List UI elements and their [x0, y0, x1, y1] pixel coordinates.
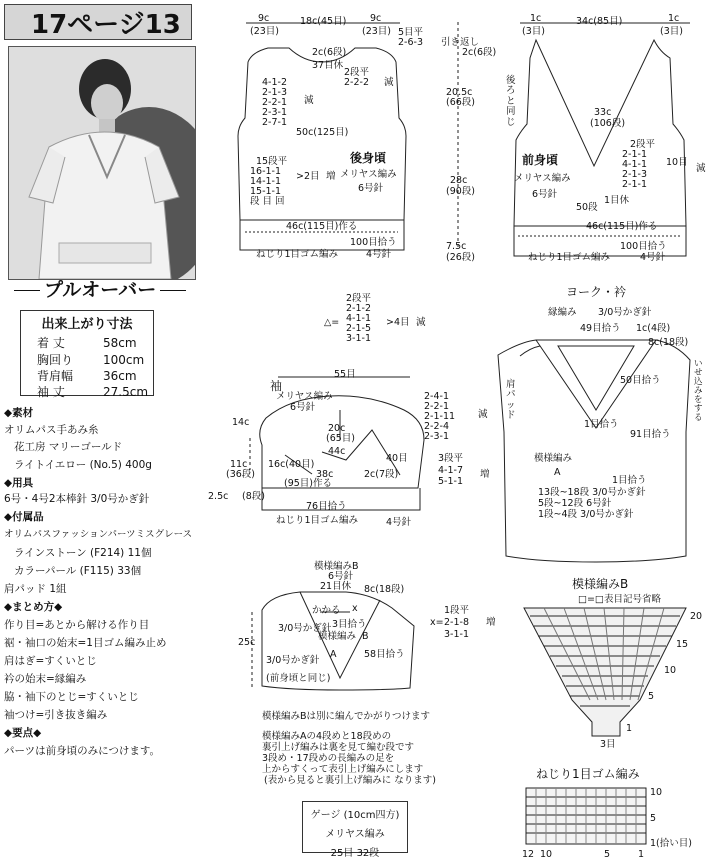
front-rib-needle: 4号針 [640, 252, 666, 263]
pattern-b-note: 模様編みBは別に編んでかがりつけます [262, 711, 431, 722]
sleeve-inc-rule: 5-1-1 [438, 476, 463, 487]
back-neck-dec-label: 減 [384, 77, 394, 88]
pattern-b-x: x [352, 603, 358, 614]
yoke-rows: 1段~4段 3/0号かぎ針 [538, 509, 634, 520]
rib-row-label: 10 [650, 787, 663, 798]
rib-chart-grid [526, 788, 646, 844]
sleeve-cap-width: 20c [328, 423, 346, 434]
pattern-b-corner: 8c(18段) [364, 584, 405, 595]
back-side-inc: 増 [326, 171, 336, 182]
back-h2-rows: (90段) [446, 186, 476, 197]
pattern-b-letter-a: A [330, 649, 337, 660]
sleeve-rib-stitch: ねじり1目ゴム編み [276, 515, 359, 526]
front-piece-needle: 6号針 [532, 189, 558, 200]
rib-col-label: 1 [638, 849, 645, 860]
back-h3-rows: (26段) [446, 252, 476, 263]
chart-b-bottom: 3目 [600, 739, 616, 750]
back-armhole-rule: 4-1-2 [262, 77, 287, 88]
parts-line: カラーパール (F115) 33個 [14, 565, 142, 577]
yoke-center-sts-2: 1目拾う [612, 475, 647, 486]
yoke-pattern-letter: A [554, 467, 561, 478]
sleeve-name: 袖 [270, 379, 283, 393]
parts-heading: ◆付属品 [4, 511, 44, 523]
yoke-right-note: いせ込みをする [694, 359, 703, 423]
front-v-dec: 減 [696, 163, 706, 174]
pattern-b-needle: 6号針 [328, 571, 354, 582]
sleeve-body-width: 44c [328, 446, 346, 457]
size-row: 着 丈 58cm [37, 336, 137, 350]
pattern-b-left-hook: 3/0号かぎ針 [278, 623, 332, 634]
front-top-left: 1c [530, 13, 542, 24]
back-neck-rest: 37目休 [312, 60, 344, 71]
back-chest-width: 50c(125目) [296, 127, 349, 138]
yoke-shoulder-pad: 肩パッド [506, 379, 516, 422]
chart-b-row-label: 1 [626, 723, 633, 734]
chart-b-legend-symbol: □=□ [578, 594, 604, 605]
front-v-flat: 2段平 [630, 139, 656, 150]
back-h3: 7.5c [446, 241, 467, 252]
back-cast-on: 46c(115目)作る [286, 221, 358, 232]
back-neck-flat: 2段平 [344, 67, 370, 78]
sleeve-cap-height: 14c [232, 417, 250, 428]
pattern-b-letter: B [362, 631, 369, 642]
front-top-left-sts: (3目) [522, 26, 545, 37]
rib-row-label: 1(拾い目) [650, 838, 692, 849]
back-neck-dec: 2-6-3 [398, 37, 423, 48]
pattern-b-top: 21目休 [320, 581, 352, 592]
front-piece-stitch: メリヤス編み [514, 173, 571, 184]
sleeve-body-height: 11c [230, 459, 248, 470]
chart-b-row-label: 20 [690, 611, 703, 622]
yoke-right-sts: 91目拾う [630, 429, 671, 440]
sleeve-inc: 増 [480, 469, 490, 480]
pattern-b-left-hook-2: 3/0号かぎ針 [266, 655, 320, 666]
front-cast-on: 46c(115目)作る [586, 221, 658, 232]
materials-line: 花工房 マリーゴールド [14, 441, 123, 453]
pattern-b-formula-rule: 2-1-8 [444, 617, 469, 628]
sleeve-cap-rule: 2-1-11 [424, 411, 456, 422]
parts-line: オリムパスファッションパーツミスグレース [4, 529, 193, 540]
back-neck-row: 5目平 [398, 27, 424, 38]
pattern-b-note: 上からすくって表引上げ編みにします [262, 764, 424, 775]
back-side-rule: 16-1-1 [250, 166, 282, 177]
sleeve-cap-dec: 減 [478, 409, 488, 420]
tools-line: 6号・4号2本棒針 3/0号かぎ針 [4, 493, 150, 505]
parts-line: 肩パッド 1組 [4, 583, 67, 595]
yoke-corner2: 8c(18段) [648, 337, 689, 348]
sleeve-inc-flat: 3段平 [438, 453, 464, 464]
back-h1: 20.5c [446, 87, 473, 98]
points-line: パーツは前身頃のみにつけます。 [4, 745, 161, 757]
front-top-width: 34c(85目) [576, 16, 623, 27]
back-side-rule: 15-1-1 [250, 186, 282, 197]
chart-b-title: 模様編みB [572, 577, 629, 591]
rib-col-label: 5 [604, 849, 611, 860]
front-rib-sts: 100目拾う [620, 241, 667, 252]
gauge-box [302, 801, 408, 859]
sleeve-center-width: 38c [316, 469, 334, 480]
front-v-rule: 2-1-3 [622, 169, 647, 180]
sleeve-cap-sts: (65目) [326, 433, 356, 444]
sleeve-center-sts: (95目)作る [284, 478, 333, 489]
pattern-b-hang: かかる [312, 605, 341, 616]
formula-rule: 3-1-1 [346, 333, 371, 344]
back-side-rule: 段 目 回 [250, 196, 285, 207]
pattern-b-note: 3段め・17段めの長編みの足を [262, 753, 395, 764]
rib-chart-title: ねじり1目ゴム編み [536, 767, 640, 781]
chart-b-grid [524, 608, 689, 736]
back-neck-depth: 2c(6段) [312, 47, 347, 58]
back-side-rule: 14-1-1 [250, 176, 282, 187]
pattern-b-formula-inc: 増 [486, 617, 496, 628]
pattern-b-name: 模様編み [318, 631, 357, 642]
back-armhole-rule: 2-1-3 [262, 87, 287, 98]
chart-b-row-label: 15 [676, 639, 689, 650]
pattern-b-formula-rule: 3-1-1 [444, 629, 469, 640]
back-rib-needle: 4号針 [366, 249, 392, 260]
size-row: 背肩幅 36cm [37, 369, 137, 383]
rib-col-label: 10 [540, 849, 553, 860]
back-right-width: 9c [370, 13, 382, 24]
pattern-b-center: 3目拾う [332, 619, 367, 630]
back-neck-depth-right: 2c(6段) [462, 47, 497, 58]
formula-rule: 4-1-1 [346, 313, 371, 324]
front-top-right-sts: (3目) [660, 26, 683, 37]
front-v-depth: 33c [594, 107, 612, 118]
yoke-center-sts: 1目拾う [584, 419, 619, 430]
rib-col-label: 12 [522, 849, 535, 860]
yoke-top-sts: 49目拾う [580, 323, 621, 334]
sleeve-rib-sts: 76目拾う [306, 501, 347, 512]
front-v-rule: 2-1-1 [622, 179, 647, 190]
back-rib-stitch: ねじり1目ゴム編み [256, 249, 339, 260]
back-armhole-rule: 2-3-1 [262, 107, 287, 118]
back-h1-rows: (66段) [446, 97, 476, 108]
yoke-outline [498, 337, 690, 562]
sleeve-cap-rule: 2-2-1 [424, 401, 449, 412]
pattern-b-title: 模様編みB [314, 561, 359, 572]
size-row: 胸回り 100cm [37, 353, 145, 367]
yoke-rows: 5段~12段 6号針 [538, 498, 612, 509]
back-piece-name: 後身頃 [350, 151, 387, 165]
chart-b-row-label: 10 [664, 665, 677, 676]
front-rib-stitch: ねじり1目ゴム編み [528, 252, 611, 263]
finishing-line: 肩はぎ=すくいとじ [4, 655, 97, 667]
back-piece-stitch: メリヤス編み [340, 169, 397, 180]
sleeve-stitch: メリヤス編み [276, 391, 333, 402]
pattern-b-sts58: 58目拾う [364, 649, 405, 660]
rib-row-label: 5 [650, 813, 657, 824]
sleeve-rib-needle: 4号針 [386, 517, 412, 528]
yoke-edge-stitch: 縁編み [548, 307, 577, 318]
sleeve-cap-rule: 2-3-1 [424, 431, 449, 442]
yoke-hook: 3/0号かぎ針 [598, 307, 652, 318]
parts-line: ラインストーン (F214) 11個 [14, 547, 152, 559]
front-shoulder-note: 後ろと同じ [506, 75, 516, 128]
gauge-stitch: メリヤス編み [325, 829, 385, 840]
page-title: 17ページ13 [31, 9, 181, 40]
sleeve-inc-rule: 4-1-7 [438, 465, 463, 476]
back-side-rule: 15段平 [256, 156, 288, 167]
gauge-title: ゲージ (10cm四方) [310, 810, 400, 821]
yoke-corner: 1c(4段) [636, 323, 671, 334]
sleeve-width: 55目 [334, 369, 356, 380]
back-armhole-dec: 減 [304, 95, 314, 106]
chart-b-legend: 表目記号省略 [604, 594, 662, 605]
sleeve-needle: 6号針 [290, 402, 316, 413]
pattern-b-note: 模様編みAの4段めと18段めの [262, 731, 392, 742]
back-armhole-rule: 2-2-1 [262, 97, 287, 108]
sleeve-edge: 2c(7段) [364, 469, 399, 480]
back-rib-sts: 100目拾う [350, 237, 397, 248]
front-top-right: 1c [668, 13, 680, 24]
yoke-pattern: 模様編み [534, 453, 573, 464]
finishing-line: 脇・袖下のとじ=すくいとじ [4, 691, 139, 703]
back-side-count: >2目 [296, 171, 320, 182]
pattern-b-note: 裏引上げ編みは裏を見て編む段です [262, 742, 415, 753]
size-table-heading: 出来上がり寸法 [41, 317, 133, 332]
front-center-rest: 1目休 [604, 195, 630, 206]
finishing-line: 作り目=あとから解ける作り目 [4, 619, 150, 631]
front-v-rule: 4-1-1 [622, 159, 647, 170]
sleeve-cap-rule: 2-2-4 [424, 421, 449, 432]
yoke-rows: 13段~18段 3/0号かぎ針 [538, 487, 646, 498]
finishing-heading: ◆まとめ方◆ [4, 601, 63, 613]
sleeve-cap-rule: 2-4-1 [424, 391, 449, 402]
product-title: プルオーバー [14, 281, 186, 300]
back-neck-rule: 2-2-2 [344, 77, 369, 88]
finishing-line: 裾・袖口の始末=1目ゴム編み止め [4, 637, 167, 649]
formula-rule: 2-1-2 [346, 303, 371, 314]
back-right-sts: (23目) [362, 26, 392, 37]
pattern-b-note: (表から見ると裏引上げ編みに なります) [264, 775, 436, 786]
back-neck-note: 引き返し [441, 37, 480, 48]
front-v-count: 10目 [666, 157, 688, 168]
front-piece-name: 前身頃 [522, 153, 559, 167]
yoke-title: ヨーク・衿 [566, 285, 627, 299]
sleeve-base: 16c(40目) [268, 459, 315, 470]
back-armhole-rule: 2-7-1 [262, 117, 287, 128]
pattern-b-height: 25c [238, 637, 256, 648]
materials-line: ライトイエロー (No.5) 400g [14, 459, 152, 471]
sleeve-rib-height: 2.5c [208, 491, 229, 502]
materials-heading: ◆素材 [4, 407, 34, 419]
sleeve-body-rows: (36段) [226, 469, 256, 480]
formula-prefix: △= [324, 317, 340, 328]
back-h2: 28c [450, 175, 468, 186]
back-piece-needle: 6号針 [358, 183, 384, 194]
back-left-sts: (23目) [250, 26, 280, 37]
formula-dec: 減 [416, 317, 426, 328]
materials-line: オリムパス手あみ糸 [4, 424, 99, 436]
pattern-b-left-note: (前身頃と同じ) [266, 673, 331, 684]
tools-heading: ◆用具 [4, 477, 34, 489]
front-v-rows: (106段) [590, 118, 626, 129]
gauge-values: 25目 32段 [330, 848, 380, 859]
sleeve-rib-rows: (8段) [242, 491, 265, 502]
formula-count: >4目 [386, 317, 410, 328]
back-center-width: 18c(45目) [300, 16, 347, 27]
front-rows50: 50段 [576, 202, 598, 213]
finishing-line: 袖つけ=引き抜き編み [4, 709, 108, 721]
finishing-line: 衿の始末=縁編み [4, 673, 87, 685]
points-heading: ◆要点◆ [4, 727, 42, 739]
yoke-mid-sts: 50目拾う [620, 375, 661, 386]
front-v-rule: 2-1-1 [622, 149, 647, 160]
formula-rule: 2-1-5 [346, 323, 371, 334]
chart-b-row-label: 5 [648, 691, 655, 702]
sleeve-side-sts: 40目 [386, 453, 408, 464]
formula-flat: 2段平 [346, 293, 372, 304]
pattern-b-formula-flat: 1段平 [444, 605, 470, 616]
size-row: 袖 丈 27.5cm [37, 385, 149, 399]
pattern-b-formula-prefix: x= [430, 617, 444, 628]
back-left-width: 9c [258, 13, 270, 24]
